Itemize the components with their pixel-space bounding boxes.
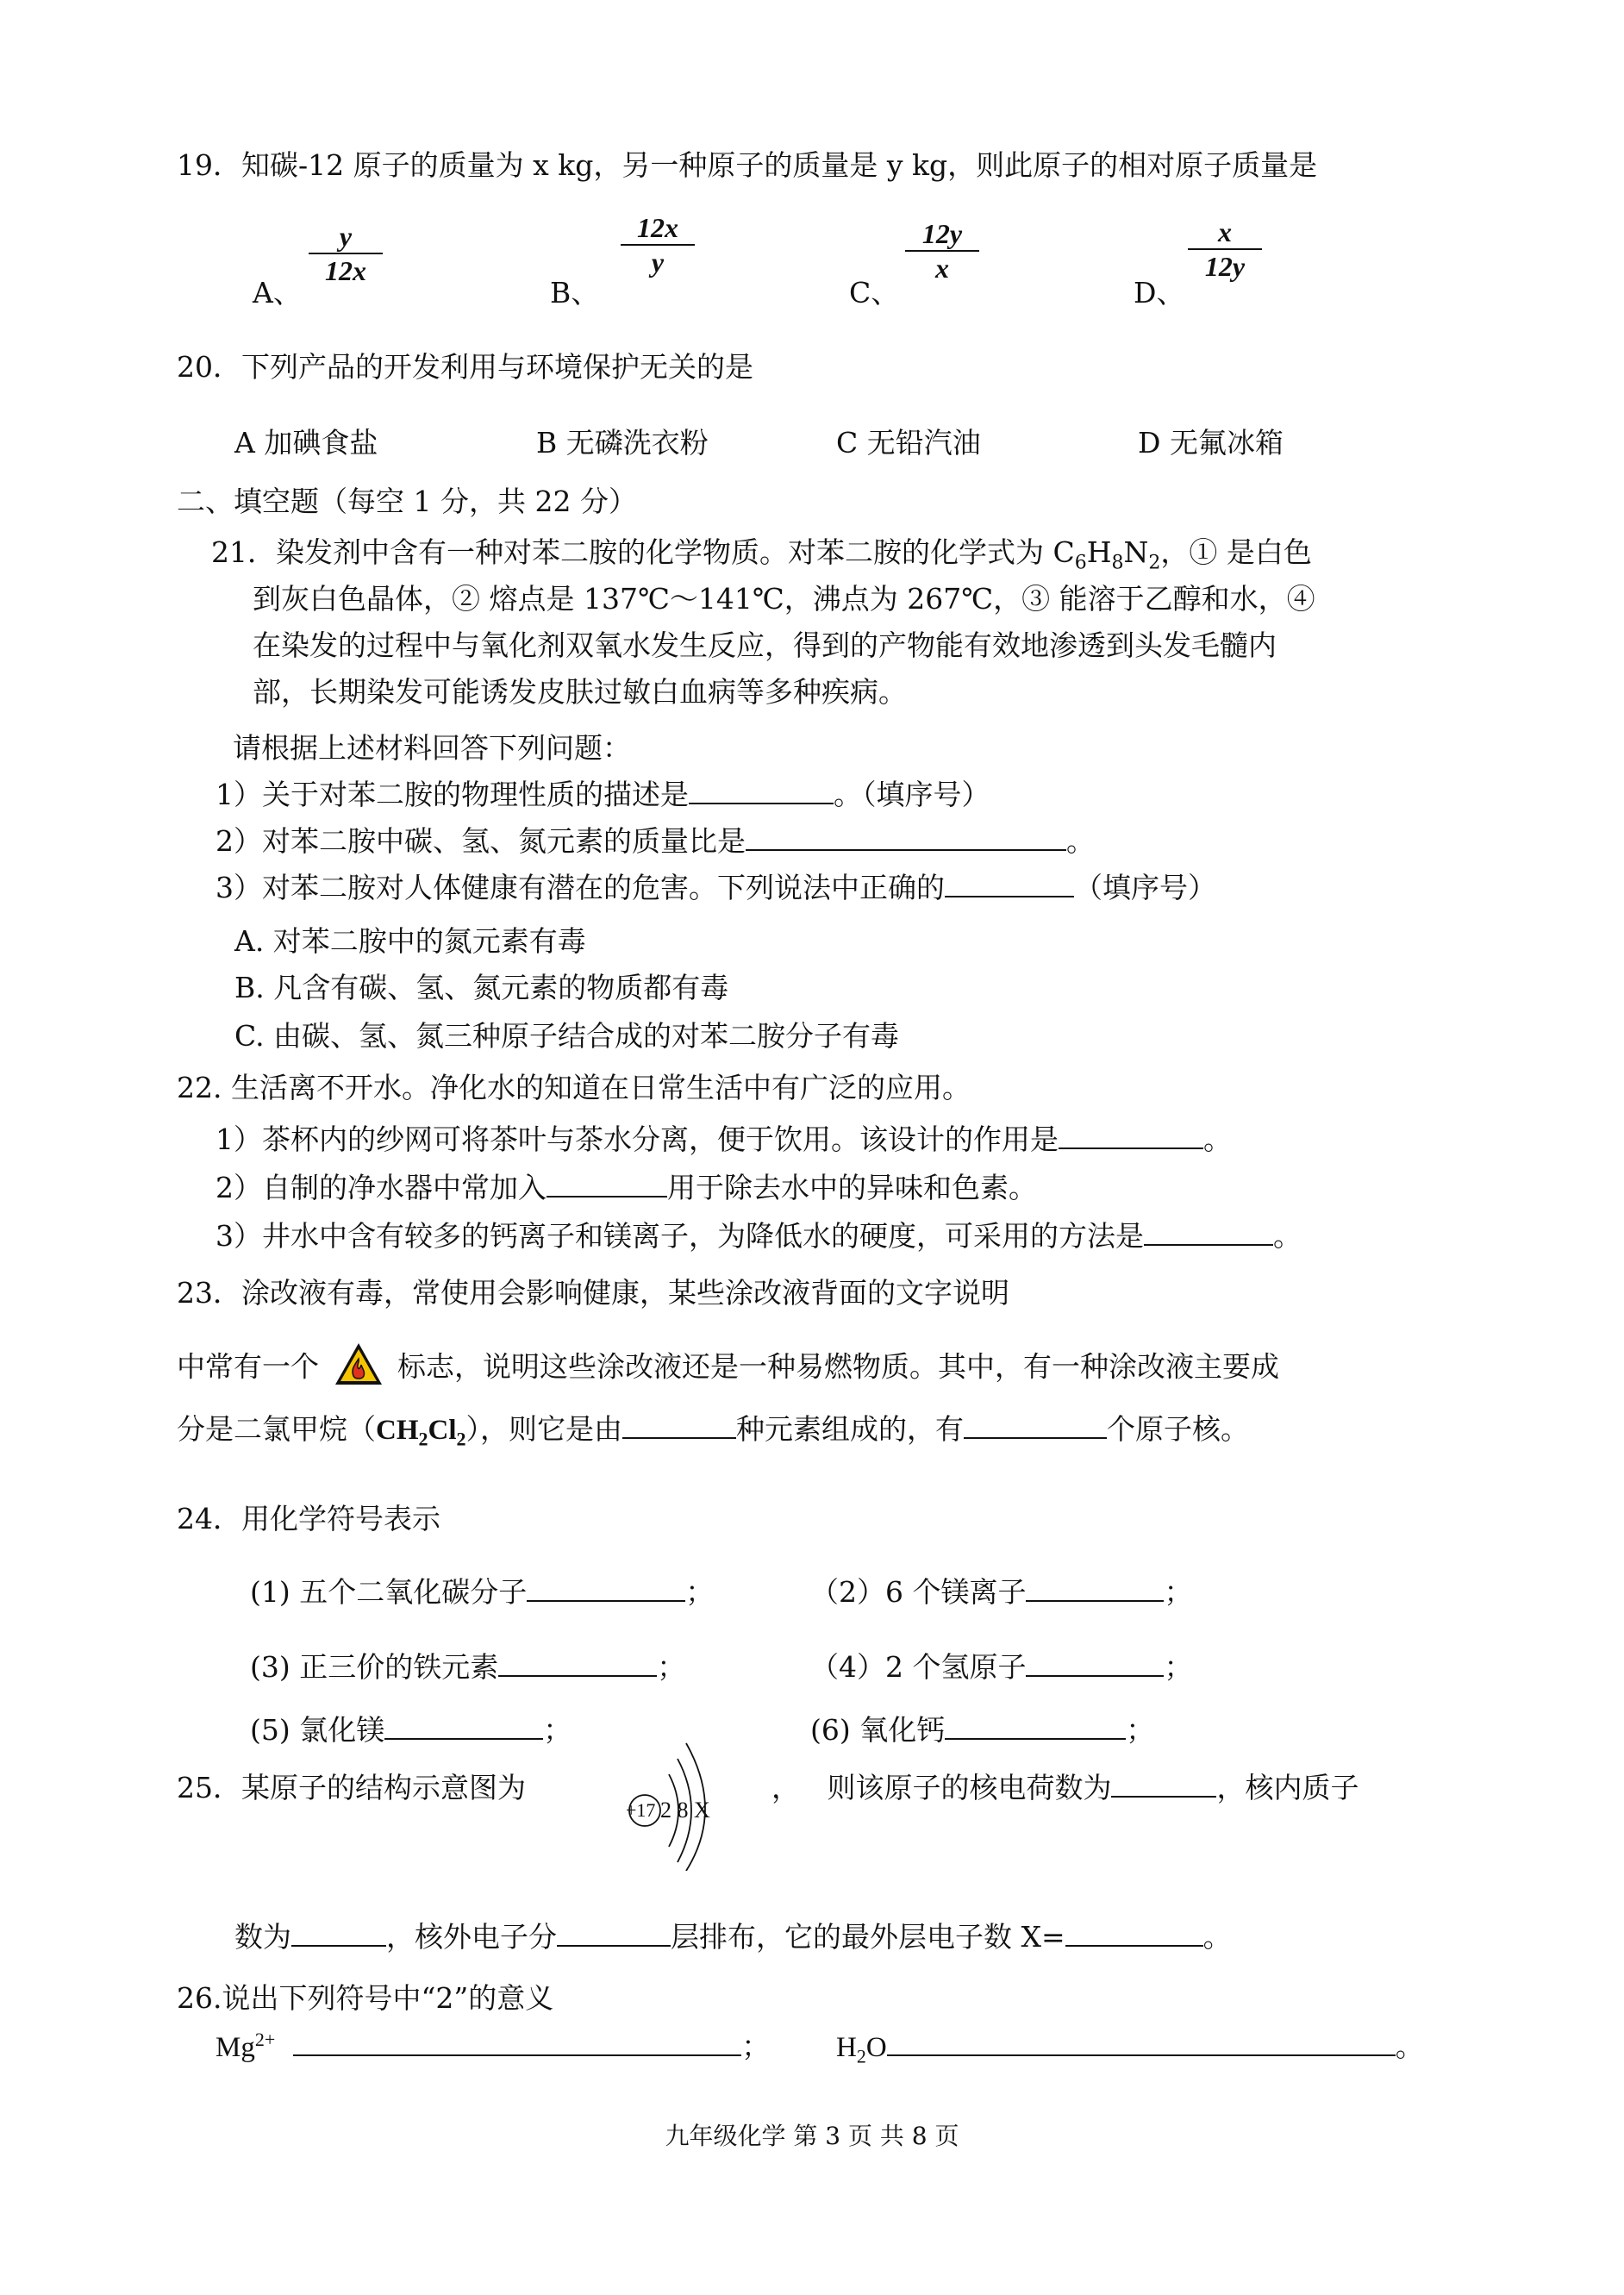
q26-item-1	[215, 2028, 770, 2067]
q22-sub-3	[215, 1217, 1302, 1255]
answer-blank[interactable]	[291, 1919, 386, 1947]
q25-line-1-rest	[771, 1769, 1359, 1807]
q20-option-d: D 无氟冰箱	[1138, 426, 1284, 460]
q20-stem: 20．下列产品的开发利用与环境保护无关的是	[177, 350, 753, 384]
q21-sub-1-tail: 。（填序号）	[834, 778, 990, 811]
electron-shells: 2 8 X	[660, 1798, 710, 1823]
answer-blank[interactable]	[498, 1649, 657, 1677]
q25-mid-text: 则该原子的核电荷数为	[827, 1771, 1112, 1804]
q21-option-a: A. 对苯二胺中的氮元素有毒	[234, 924, 586, 958]
q19-option-b-label: B、	[550, 276, 600, 310]
fraction-numerator: 12x	[621, 211, 695, 246]
q22-sub-2-tail: 用于除去水中的异味和色素。	[667, 1171, 1037, 1204]
q24-item-4-text: （4）2 个氢原子	[810, 1650, 1027, 1684]
separator: ；	[543, 1713, 572, 1747]
answer-blank[interactable]	[527, 1574, 685, 1602]
answer-blank[interactable]	[622, 1411, 736, 1439]
page-footer: 九年级化学 第 3 页 共 8 页	[665, 2122, 959, 2150]
q21-intro: 请根据上述材料回答下列问题：	[233, 731, 631, 765]
q24-stem: 24．用化学符号表示	[177, 1502, 440, 1535]
q21-sub-2	[215, 822, 1095, 860]
q23-line-3-mid: ），则它是由	[465, 1412, 622, 1446]
q23-line-2	[177, 1341, 1279, 1396]
answer-blank[interactable]	[1026, 1649, 1164, 1677]
end-mark: 。	[1395, 2029, 1424, 2063]
answer-blank[interactable]	[1026, 1574, 1164, 1602]
q24-item-6	[810, 1711, 1154, 1749]
q23-line-3	[177, 1410, 1249, 1449]
q25-line-1-text: 25．某原子的结构示意图为	[177, 1771, 526, 1804]
q21-line-1-text: 21．染发剂中含有一种对苯二胺的化学物质。对苯二胺的化学式为 C	[211, 535, 1075, 569]
answer-blank[interactable]	[1111, 1770, 1216, 1798]
q19-option-c-label: C、	[849, 276, 900, 310]
answer-blank[interactable]	[945, 870, 1074, 897]
q21-line-1: 21．染发剂中含有一种对苯二胺的化学物质。对苯二胺的化学式为 $C_6H_8N_2$，① 是白色	[211, 535, 1312, 574]
q19-option-a-label: A、	[253, 276, 302, 310]
q19-option-d-label: D、	[1134, 276, 1185, 310]
q21-sub-3-tail: （填序号）	[1074, 871, 1216, 904]
fraction-denominator: y	[651, 247, 665, 278]
q24-item-1-text: (1) 五个二氧化碳分子	[250, 1575, 528, 1609]
q25-line-2-d: 。	[1202, 1920, 1232, 1954]
separator: ；	[685, 1575, 715, 1609]
q21-sub-1	[215, 776, 990, 814]
answer-blank[interactable]	[746, 823, 1066, 851]
q25-line-2-b: ，核外电子分	[386, 1920, 557, 1954]
q19-option-a-fraction	[309, 220, 383, 287]
q24-item-4	[810, 1648, 1192, 1686]
q20-option-b: B 无磷洗衣粉	[536, 426, 709, 460]
flammable-hazard-icon	[334, 1341, 384, 1396]
q23-line-3-text: 分是二氯甲烷（	[177, 1412, 376, 1446]
answer-blank[interactable]	[384, 1712, 543, 1740]
answer-blank[interactable]	[293, 2029, 741, 2056]
fraction-numerator: x	[1188, 216, 1262, 250]
q19-option-d-fraction	[1188, 216, 1262, 283]
q25-line-2	[234, 1918, 1232, 1956]
fraction-denominator: 12y	[1204, 251, 1246, 282]
q22-sub-1-text: 1）茶杯内的纱网可将茶叶与茶水分离，便于饮用。该设计的作用是	[215, 1122, 1059, 1156]
section-heading: 二、填空题（每空 1 分，共 22 分）	[177, 485, 637, 518]
q22-stem: 22. 生活离不开水。净化水的知道在日常生活中有广泛的应用。	[177, 1071, 971, 1104]
q19-option-c-fraction	[905, 217, 979, 285]
q21-line-2: 到灰白色晶体，② 熔点是 137℃～141℃，沸点为 267℃，③ 能溶于乙醇和水，④	[253, 582, 1315, 616]
q23-line-2-text: 中常有一个	[177, 1349, 319, 1384]
q22-sub-2-text: 2）自制的净水器中常加入	[215, 1171, 547, 1204]
q24-item-6-text: (6) 氧化钙	[810, 1713, 946, 1747]
q25-line-2-c: 层排布，它的最外层电子数 X=	[671, 1920, 1065, 1954]
q26-item-2	[836, 2028, 1424, 2067]
q19-stem: 19．知碳-12 原子的质量为 x kg，另一种原子的质量是 y kg，则此原子的相对原子质量是	[177, 148, 1318, 182]
q20-option-c: C 无铅汽油	[836, 426, 981, 460]
q22-sub-1-tail: 。	[1203, 1122, 1232, 1156]
formula-ch2cl2: $CH_2Cl_2$	[376, 1415, 466, 1450]
q24-item-5	[250, 1711, 572, 1749]
q22-sub-3-text: 3）井水中含有较多的钙离子和镁离子，为降低水的硬度，可采用的方法是	[215, 1219, 1144, 1253]
answer-blank[interactable]	[1144, 1218, 1273, 1246]
q23-line-2-tail: 标志，说明这些涂改液还是一种易燃物质。其中，有一种涂改液主要成	[397, 1349, 1279, 1384]
q23-line-3-mid2: 种元素组成的，有	[736, 1412, 964, 1446]
q21-line-3: 在染发的过程中与氧化剂双氧水发生反应，得到的产物能有效地渗透到头发毛髓内	[253, 628, 1277, 662]
separator: ；	[1164, 1650, 1193, 1684]
q24-item-1	[250, 1573, 714, 1611]
answer-blank[interactable]	[964, 1411, 1107, 1439]
q20-option-a: A 加碘食盐	[234, 426, 378, 460]
q24-item-2-text: （2）6 个镁离子	[810, 1575, 1027, 1609]
q21-line-4: 部，长期染发可能诱发皮肤过敏白血病等多种疾病。	[253, 675, 907, 709]
q21-line-1-tail: ，① 是白色	[1160, 535, 1312, 569]
q21-sub-3-text: 3）对苯二胺对人体健康有潜在的危害。下列说法中正确的	[215, 871, 945, 904]
q25-post-text: ，核内质子	[1216, 1771, 1359, 1804]
answer-blank[interactable]	[945, 1712, 1126, 1740]
answer-blank[interactable]	[547, 1170, 667, 1198]
q23-line-3-tail: 个原子核。	[1107, 1412, 1249, 1446]
q22-sub-1	[215, 1121, 1232, 1159]
atom-structure-diagram	[619, 1724, 757, 1871]
q24-item-2	[810, 1573, 1192, 1611]
answer-blank[interactable]	[557, 1919, 671, 1947]
answer-blank[interactable]	[689, 777, 834, 804]
q21-sub-3	[215, 869, 1216, 907]
q22-sub-3-tail: 。	[1273, 1219, 1302, 1253]
separator: ；	[741, 2029, 771, 2063]
q24-item-3	[250, 1648, 685, 1686]
fraction-numerator: y	[309, 220, 383, 254]
separator: ；	[657, 1650, 686, 1684]
answer-blank[interactable]	[1059, 1122, 1203, 1149]
q21-option-c: C. 由碳、氢、氮三种原子结合成的对苯二胺分子有毒	[234, 1019, 900, 1053]
comma: ，	[771, 1771, 800, 1804]
answer-blank[interactable]	[1065, 1919, 1203, 1947]
q24-item-3-text: (3) 正三价的铁元素	[250, 1650, 499, 1684]
q24-item-5-text: (5) 氯化镁	[250, 1713, 385, 1747]
q21-sub-2-text: 2）对苯二胺中碳、氢、氮元素的质量比是	[215, 824, 746, 858]
symbol-mg: $Mg^{2+}$	[215, 2029, 276, 2063]
q26-stem: 26.说出下列符号中“2”的意义	[177, 1981, 554, 2015]
q23-line-1: 23．涂改液有毒，常使用会影响健康，某些涂改液背面的文字说明	[177, 1276, 1009, 1310]
fraction-denominator: 12x	[325, 255, 366, 286]
q21-sub-2-tail: 。	[1066, 824, 1095, 858]
separator: ；	[1126, 1713, 1155, 1747]
q21-sub-1-text: 1）关于对苯二胺的物理性质的描述是	[215, 778, 689, 811]
answer-blank[interactable]	[887, 2029, 1396, 2056]
fraction-denominator: x	[935, 253, 949, 284]
q19-option-b-fraction	[621, 211, 695, 278]
q21-option-b: B. 凡含有碳、氢、氮元素的物质都有毒	[234, 971, 729, 1004]
nucleus-charge: +17	[626, 1799, 656, 1821]
fraction-numerator: 12y	[905, 217, 979, 252]
symbol-h2o: $H_2O$	[836, 2032, 887, 2067]
separator: ；	[1164, 1575, 1193, 1609]
q22-sub-2	[215, 1169, 1037, 1207]
q25-line-2-a: 数为	[234, 1920, 291, 1954]
